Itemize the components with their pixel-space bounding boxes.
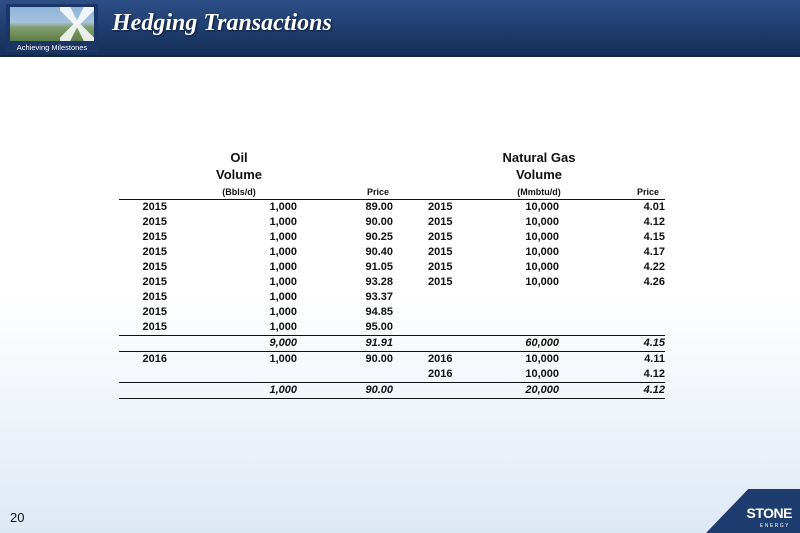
gas-year: 2015: [428, 201, 453, 213]
oil-group-label: Oil: [230, 150, 248, 165]
logo-landscape-image: [10, 7, 94, 41]
gas-volume: 10,000: [525, 201, 559, 213]
stone-energy-logo-subtext: ENERGY: [759, 523, 790, 529]
oil-year: 2015: [142, 216, 167, 228]
gas-year: 2015: [428, 231, 453, 243]
table-row: [119, 215, 665, 230]
table-row: [119, 305, 665, 320]
oil-volume: 1,000: [269, 261, 297, 273]
oil-volume-total: 1,000: [269, 384, 297, 396]
gas-volume-total: 20,000: [525, 384, 559, 396]
oil-volume: 1,000: [269, 276, 297, 288]
oil-year: 2015: [142, 291, 167, 303]
gas-group-label: Natural Gas: [502, 150, 576, 165]
gas-year: 2015: [428, 276, 453, 288]
gas-price: 4.17: [643, 246, 665, 258]
oil-volume: 1,000: [269, 231, 297, 243]
oil-price: 90.00: [365, 353, 393, 365]
oil-price: 90.40: [365, 246, 393, 258]
oil-volume: 1,000: [269, 353, 297, 365]
table-row: [119, 320, 665, 335]
total-row-2016: [119, 382, 665, 399]
oil-year: 2016: [142, 353, 167, 365]
gas-year: 2015: [428, 216, 453, 228]
oil-year: 2015: [142, 201, 167, 213]
total-row-2015: [119, 335, 665, 352]
oil-price-average: 91.91: [365, 337, 393, 349]
gas-volume: 10,000: [525, 353, 559, 365]
oil-year: 2015: [142, 246, 167, 258]
stone-energy-logo: STONE: [746, 505, 792, 521]
oil-volume: 1,000: [269, 201, 297, 213]
oil-year: 2015: [142, 276, 167, 288]
oil-price: 93.37: [365, 291, 393, 303]
gas-price-label: Price: [636, 187, 659, 197]
gas-volume: 10,000: [525, 246, 559, 258]
table-row: [119, 245, 665, 260]
gas-volume-label: Volume: [516, 167, 562, 182]
oil-price-label: Price: [366, 187, 389, 197]
oil-volume: 1,000: [269, 246, 297, 258]
table-row: [119, 200, 665, 215]
gas-price: 4.11: [644, 353, 665, 365]
gas-price: 4.22: [643, 261, 665, 273]
table-row: [119, 352, 665, 367]
gas-volume: 10,000: [525, 216, 559, 228]
oil-volume: 1,000: [269, 216, 297, 228]
oil-price: 91.05: [365, 261, 393, 273]
gas-volume: 10,000: [525, 368, 559, 380]
table-row: [119, 230, 665, 245]
table-row: [119, 260, 665, 275]
oil-year: 2015: [142, 306, 167, 318]
gas-price: 4.15: [643, 231, 665, 243]
gas-year: 2015: [428, 261, 453, 273]
logo-tagline: Achieving Milestones: [16, 43, 88, 52]
table-row: [119, 367, 665, 382]
oil-price: 95.00: [365, 321, 393, 333]
oil-price: 89.00: [365, 201, 393, 213]
oil-unit-label: (Bbls/d): [222, 187, 256, 197]
gas-year: 2016: [428, 368, 453, 380]
table-volume-header: [119, 167, 665, 184]
gas-unit-label: (Mmbtu/d): [517, 187, 561, 197]
gas-year: 2015: [428, 246, 453, 258]
oil-price: 93.28: [365, 276, 393, 288]
gas-volume: 10,000: [525, 276, 559, 288]
table-row: [119, 290, 665, 305]
oil-price: 90.00: [365, 216, 393, 228]
table-unit-header: [119, 184, 665, 200]
gas-price-average: 4.12: [643, 384, 665, 396]
oil-volume-total: 9,000: [269, 337, 297, 349]
gas-price: 4.12: [643, 368, 665, 380]
oil-price: 90.25: [365, 231, 393, 243]
gas-year: 2016: [428, 353, 453, 365]
gas-price: 4.26: [643, 276, 665, 288]
gas-volume: 10,000: [525, 261, 559, 273]
logo-x-mark-icon: [60, 7, 94, 41]
table-group-header: [119, 150, 665, 167]
oil-volume-label: Volume: [216, 167, 262, 182]
hedging-table: [119, 150, 665, 399]
oil-volume: 1,000: [269, 306, 297, 318]
gas-volume: 10,000: [525, 231, 559, 243]
oil-volume: 1,000: [269, 321, 297, 333]
oil-year: 2015: [142, 231, 167, 243]
oil-price-average: 90.00: [365, 384, 393, 396]
page-number: 20: [10, 510, 25, 525]
oil-price: 94.85: [365, 306, 393, 318]
company-logo: [6, 4, 98, 52]
gas-price-average: 4.15: [643, 337, 665, 349]
gas-volume-total: 60,000: [525, 337, 559, 349]
gas-price: 4.01: [643, 201, 665, 213]
slide-title: Hedging Transactions: [112, 10, 332, 36]
table-row: [119, 275, 665, 290]
gas-price: 4.12: [643, 216, 665, 228]
oil-volume: 1,000: [269, 291, 297, 303]
oil-year: 2015: [142, 321, 167, 333]
oil-year: 2015: [142, 261, 167, 273]
header-bar: [0, 0, 800, 57]
